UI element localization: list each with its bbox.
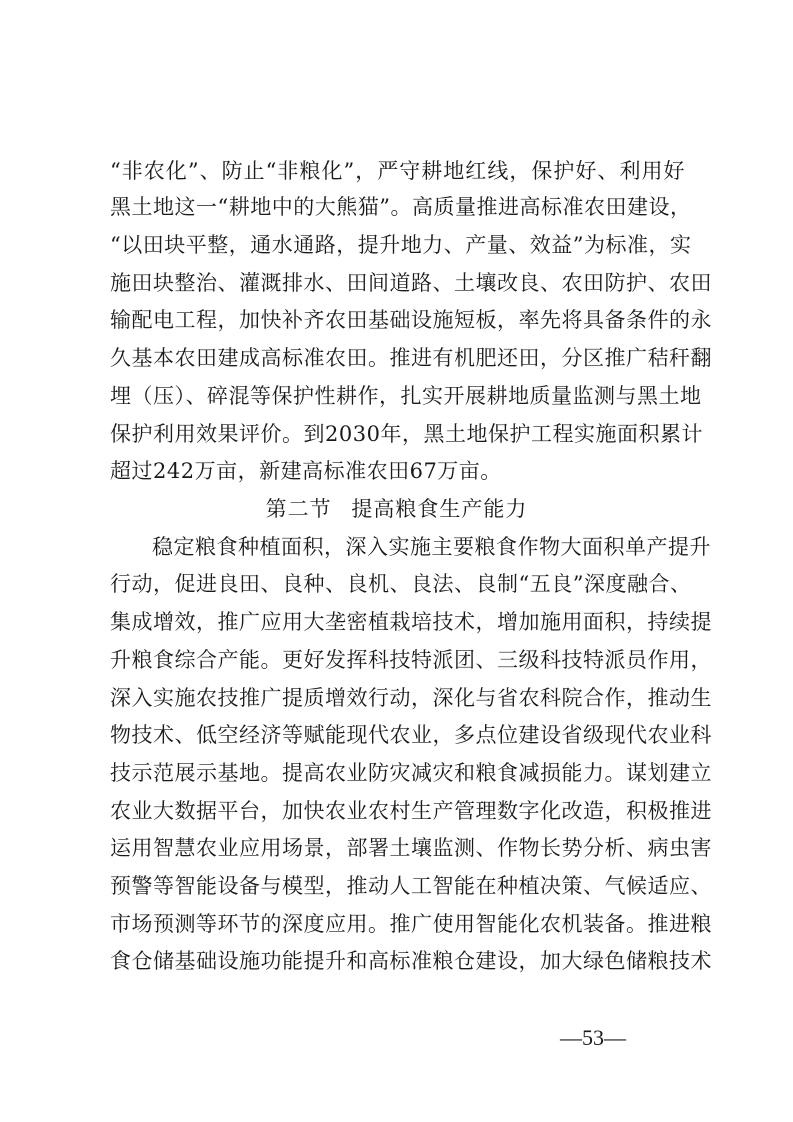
paragraph-line: 保护利用效果评价。到2030年，黑土地保护工程实施面积累计 — [110, 422, 703, 446]
paragraph-line: 市场预测等环节的深度应用。推广使用智能化农机装备。推进粮 — [110, 912, 712, 936]
paragraph-line: 物技术、低空经济等赋能现代农业，多点位建设省级现代农业科 — [110, 723, 712, 747]
paragraph-line: 输配电工程，加快补齐农田基础设施短板，率先将具备条件的永 — [110, 308, 712, 332]
paragraph-line: 施田块整治、灌溉排水、田间道路、土壤改良、农田防护、农田 — [110, 271, 712, 295]
paragraph-line: 稳定粮食种植面积，深入实施主要粮食作物大面积单产提升 — [152, 535, 711, 559]
section-heading — [0, 494, 793, 524]
paragraph-line: 运用智慧农业应用场景，部署土壤监测、作物长势分析、病虫害 — [110, 836, 712, 860]
paragraph-line: 农业大数据平台，加快农业农村生产管理数字化改造，积极推进 — [110, 799, 712, 823]
paragraph-line: 超过242万亩，新建高标准农田67万亩。 — [110, 459, 502, 483]
paragraph-line: 集成增效，推广应用大垄密植栽培技术，增加施用面积，持续提 — [110, 610, 712, 634]
section-number: 第二节 — [265, 497, 332, 521]
page-number: —53— — [560, 1025, 626, 1050]
paragraph-line: 技示范展示基地。提高农业防灾减灾和粮食减损能力。谋划建立 — [110, 761, 712, 785]
paragraph-line: 深入实施农技推广提质增效行动，深化与省农科院合作，推动生 — [110, 686, 712, 710]
paragraph-line: 黑土地这一“耕地中的大熊猫”。高质量推进高标准农田建设， — [110, 195, 692, 219]
paragraph-line: “以田块平整，通水通路，提升地力、产量、效益”为标准，实 — [110, 233, 692, 257]
paragraph-line: “非农化”、防止“非粮化”，严守耕地红线，保护好、利用好 — [110, 159, 685, 183]
section-title: 提高粮食生产能力 — [351, 497, 528, 521]
paragraph-line: 预警等智能设备与模型，推动人工智能在种植决策、气候适应、 — [110, 874, 712, 898]
paragraph-line: 久基本农田建成高标准农田。推进有机肥还田，分区推广秸秆翻 — [110, 346, 712, 370]
paragraph-line: 行动，促进良田、良种、良机、良法、良制“五良”深度融合、 — [110, 572, 692, 596]
paragraph-line: 食仓储基础设施功能提升和高标准粮仓建设，加大绿色储粮技术 — [110, 949, 712, 973]
paragraph-line: 升粮食综合产能。更好发挥科技特派团、三级科技特派员作用， — [110, 648, 712, 672]
paragraph-line: 埋（压）、碎混等保护性耕作，扎实开展耕地质量监测与黑土地 — [110, 384, 702, 408]
